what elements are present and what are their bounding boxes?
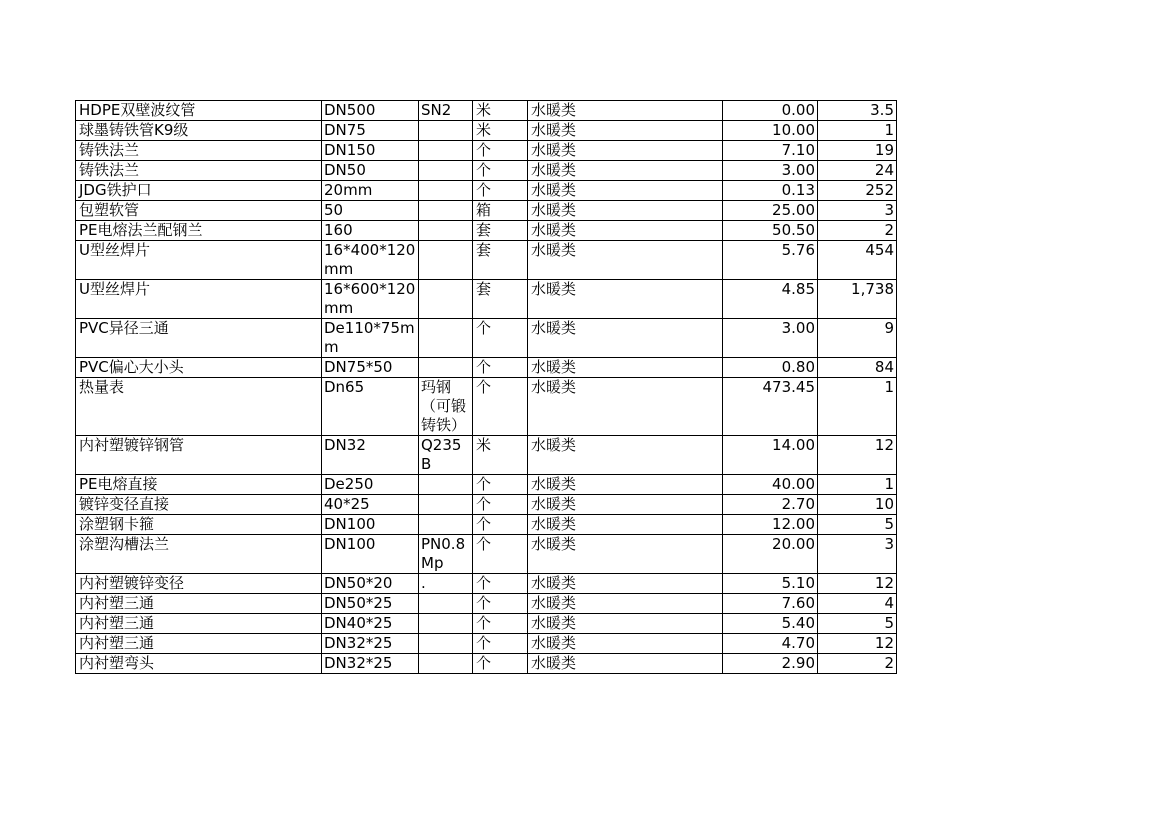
cell-name: 镀锌变径直接	[76, 495, 322, 515]
table-row	[76, 121, 897, 141]
cell-name: U型丝焊片	[76, 241, 322, 280]
cell-unit-price: 4.85	[723, 280, 818, 319]
table-row	[76, 378, 897, 436]
cell-category: 水暖类	[528, 241, 723, 280]
cell-material: Q235B	[419, 436, 473, 475]
table-row	[76, 201, 897, 221]
cell-unit: 米	[473, 436, 528, 475]
cell-material	[419, 201, 473, 221]
cell-spec: DN32*25	[322, 634, 419, 654]
cell-quantity: 1,738	[818, 280, 897, 319]
cell-material	[419, 221, 473, 241]
table-row	[76, 141, 897, 161]
cell-quantity: 12	[818, 634, 897, 654]
table-row	[76, 654, 897, 674]
cell-unit-price: 14.00	[723, 436, 818, 475]
cell-unit-price: 50.50	[723, 221, 818, 241]
cell-material	[419, 654, 473, 674]
cell-material: PN0.8Mp	[419, 535, 473, 574]
cell-spec: DN32	[322, 436, 419, 475]
cell-quantity: 454	[818, 241, 897, 280]
cell-unit: 个	[473, 141, 528, 161]
table-row	[76, 280, 897, 319]
cell-name: 内衬塑镀锌钢管	[76, 436, 322, 475]
cell-spec: DN40*25	[322, 614, 419, 634]
cell-material	[419, 358, 473, 378]
cell-spec: 50	[322, 201, 419, 221]
cell-spec: 16*400*120mm	[322, 241, 419, 280]
cell-unit: 个	[473, 574, 528, 594]
cell-unit: 个	[473, 319, 528, 358]
cell-unit: 套	[473, 280, 528, 319]
cell-material	[419, 181, 473, 201]
cell-name: 球墨铸铁管K9级	[76, 121, 322, 141]
cell-material: .	[419, 574, 473, 594]
materials-table-body	[76, 101, 897, 674]
cell-unit: 个	[473, 378, 528, 436]
cell-category: 水暖类	[528, 161, 723, 181]
cell-category: 水暖类	[528, 495, 723, 515]
cell-unit-price: 2.70	[723, 495, 818, 515]
table-row	[76, 594, 897, 614]
cell-unit-price: 20.00	[723, 535, 818, 574]
cell-quantity: 2	[818, 654, 897, 674]
cell-quantity: 5	[818, 614, 897, 634]
cell-category: 水暖类	[528, 515, 723, 535]
cell-name: 铸铁法兰	[76, 161, 322, 181]
cell-unit-price: 4.70	[723, 634, 818, 654]
cell-category: 水暖类	[528, 141, 723, 161]
cell-quantity: 3.5	[818, 101, 897, 121]
cell-name: 内衬塑镀锌变径	[76, 574, 322, 594]
cell-unit-price: 10.00	[723, 121, 818, 141]
cell-material	[419, 319, 473, 358]
table-row	[76, 515, 897, 535]
cell-unit: 个	[473, 515, 528, 535]
cell-spec: DN32*25	[322, 654, 419, 674]
cell-unit-price: 12.00	[723, 515, 818, 535]
cell-name: U型丝焊片	[76, 280, 322, 319]
cell-unit: 个	[473, 654, 528, 674]
cell-category: 水暖类	[528, 594, 723, 614]
cell-quantity: 2	[818, 221, 897, 241]
cell-unit-price: 5.76	[723, 241, 818, 280]
table-row	[76, 161, 897, 181]
cell-unit: 个	[473, 161, 528, 181]
table-row	[76, 221, 897, 241]
cell-material: 玛钢（可锻铸铁）	[419, 378, 473, 436]
cell-name: PVC异径三通	[76, 319, 322, 358]
cell-name: HDPE双壁波纹管	[76, 101, 322, 121]
cell-category: 水暖类	[528, 574, 723, 594]
cell-unit-price: 3.00	[723, 319, 818, 358]
cell-unit: 个	[473, 181, 528, 201]
cell-spec: De250	[322, 475, 419, 495]
cell-category: 水暖类	[528, 378, 723, 436]
cell-quantity: 10	[818, 495, 897, 515]
cell-spec: DN75	[322, 121, 419, 141]
table-row	[76, 101, 897, 121]
cell-material	[419, 121, 473, 141]
cell-spec: 40*25	[322, 495, 419, 515]
cell-quantity: 5	[818, 515, 897, 535]
cell-quantity: 19	[818, 141, 897, 161]
cell-category: 水暖类	[528, 280, 723, 319]
cell-unit-price: 25.00	[723, 201, 818, 221]
cell-spec: 160	[322, 221, 419, 241]
cell-unit: 米	[473, 101, 528, 121]
table-row	[76, 181, 897, 201]
cell-name: PE电熔直接	[76, 475, 322, 495]
cell-unit-price: 2.90	[723, 654, 818, 674]
cell-category: 水暖类	[528, 475, 723, 495]
cell-unit-price: 5.10	[723, 574, 818, 594]
table-row	[76, 358, 897, 378]
cell-unit-price: 7.10	[723, 141, 818, 161]
cell-material	[419, 280, 473, 319]
cell-name: 包塑软管	[76, 201, 322, 221]
cell-unit: 个	[473, 594, 528, 614]
cell-name: PE电熔法兰配钢兰	[76, 221, 322, 241]
cell-material	[419, 515, 473, 535]
cell-unit-price: 40.00	[723, 475, 818, 495]
cell-unit: 个	[473, 634, 528, 654]
cell-material	[419, 475, 473, 495]
cell-unit-price: 0.13	[723, 181, 818, 201]
cell-category: 水暖类	[528, 614, 723, 634]
cell-quantity: 9	[818, 319, 897, 358]
cell-unit: 套	[473, 241, 528, 280]
cell-category: 水暖类	[528, 634, 723, 654]
cell-material	[419, 141, 473, 161]
cell-category: 水暖类	[528, 221, 723, 241]
table-row	[76, 574, 897, 594]
cell-quantity: 252	[818, 181, 897, 201]
cell-material	[419, 594, 473, 614]
cell-spec: De110*75mm	[322, 319, 419, 358]
cell-category: 水暖类	[528, 101, 723, 121]
materials-table	[75, 100, 897, 674]
cell-material	[419, 634, 473, 654]
cell-name: 内衬塑三通	[76, 614, 322, 634]
cell-unit-price: 0.80	[723, 358, 818, 378]
cell-unit-price: 5.40	[723, 614, 818, 634]
cell-unit: 个	[473, 614, 528, 634]
cell-unit: 套	[473, 221, 528, 241]
cell-name: 热量表	[76, 378, 322, 436]
cell-quantity: 3	[818, 535, 897, 574]
cell-material	[419, 161, 473, 181]
cell-name: JDG铁护口	[76, 181, 322, 201]
cell-name: 内衬塑三通	[76, 634, 322, 654]
cell-category: 水暖类	[528, 654, 723, 674]
cell-material	[419, 241, 473, 280]
cell-material	[419, 495, 473, 515]
cell-category: 水暖类	[528, 436, 723, 475]
cell-spec: Dn65	[322, 378, 419, 436]
cell-spec: DN100	[322, 535, 419, 574]
cell-spec: DN50*25	[322, 594, 419, 614]
table-row	[76, 614, 897, 634]
cell-name: PVC偏心大小头	[76, 358, 322, 378]
cell-material: SN2	[419, 101, 473, 121]
cell-spec: DN100	[322, 515, 419, 535]
cell-category: 水暖类	[528, 181, 723, 201]
cell-unit: 个	[473, 358, 528, 378]
cell-quantity: 84	[818, 358, 897, 378]
table-row	[76, 535, 897, 574]
cell-unit-price: 473.45	[723, 378, 818, 436]
cell-quantity: 1	[818, 378, 897, 436]
cell-quantity: 1	[818, 121, 897, 141]
cell-spec: DN50	[322, 161, 419, 181]
cell-name: 涂塑钢卡箍	[76, 515, 322, 535]
cell-category: 水暖类	[528, 201, 723, 221]
cell-spec: DN500	[322, 101, 419, 121]
cell-quantity: 24	[818, 161, 897, 181]
cell-unit-price: 7.60	[723, 594, 818, 614]
cell-name: 铸铁法兰	[76, 141, 322, 161]
table-row	[76, 475, 897, 495]
cell-category: 水暖类	[528, 319, 723, 358]
cell-name: 内衬塑三通	[76, 594, 322, 614]
cell-quantity: 12	[818, 574, 897, 594]
cell-category: 水暖类	[528, 121, 723, 141]
cell-name: 内衬塑弯头	[76, 654, 322, 674]
cell-unit: 米	[473, 121, 528, 141]
cell-quantity: 1	[818, 475, 897, 495]
table-row	[76, 436, 897, 475]
cell-unit: 箱	[473, 201, 528, 221]
cell-quantity: 3	[818, 201, 897, 221]
table-row	[76, 319, 897, 358]
cell-name: 涂塑沟槽法兰	[76, 535, 322, 574]
cell-unit: 个	[473, 535, 528, 574]
cell-category: 水暖类	[528, 535, 723, 574]
cell-category: 水暖类	[528, 358, 723, 378]
cell-spec: 20mm	[322, 181, 419, 201]
cell-spec: DN150	[322, 141, 419, 161]
cell-unit-price: 3.00	[723, 161, 818, 181]
cell-spec: 16*600*120mm	[322, 280, 419, 319]
cell-spec: DN50*20	[322, 574, 419, 594]
cell-quantity: 12	[818, 436, 897, 475]
table-row	[76, 495, 897, 515]
cell-unit: 个	[473, 495, 528, 515]
cell-unit: 个	[473, 475, 528, 495]
cell-spec: DN75*50	[322, 358, 419, 378]
cell-unit-price: 0.00	[723, 101, 818, 121]
cell-material	[419, 614, 473, 634]
table-row	[76, 634, 897, 654]
table-row	[76, 241, 897, 280]
cell-quantity: 4	[818, 594, 897, 614]
